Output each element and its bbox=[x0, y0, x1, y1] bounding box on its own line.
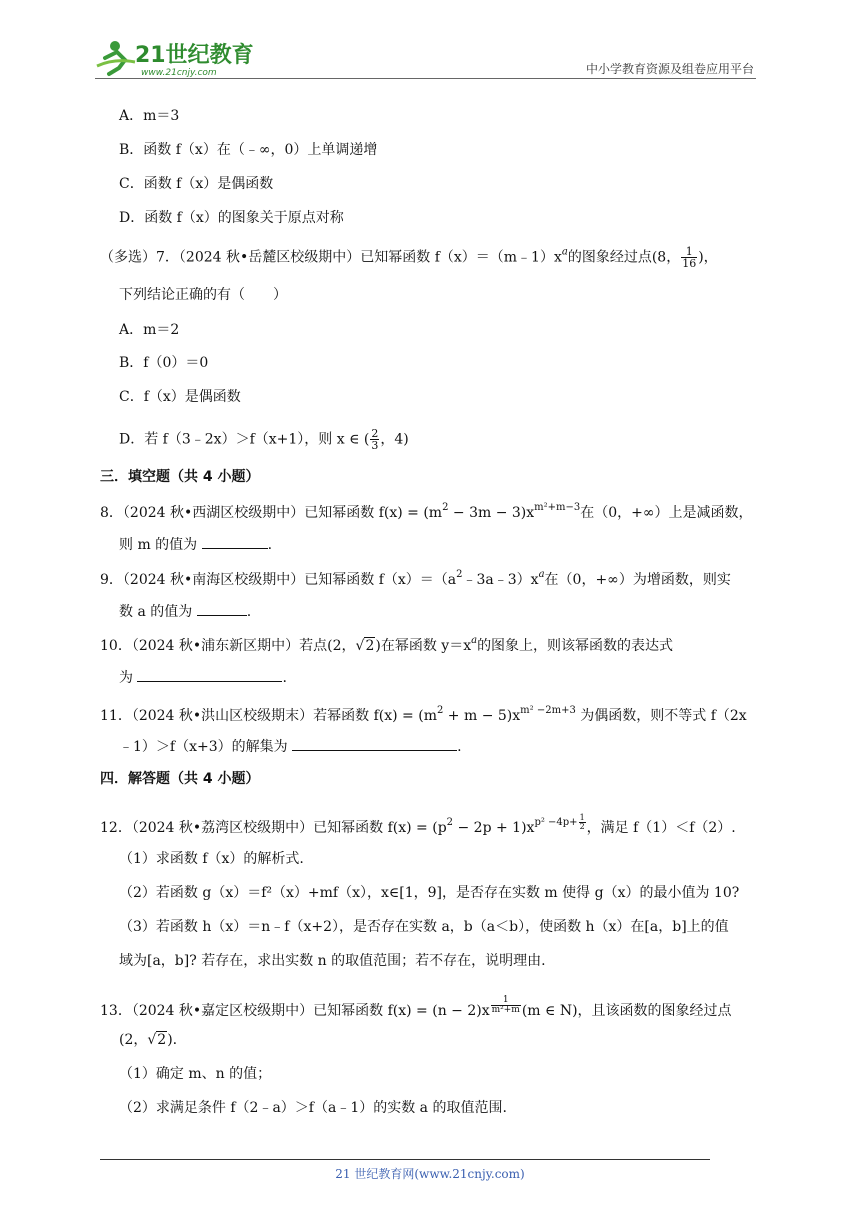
q12-stem: 12．（2024 秋•荔湾区校级期中）已知幂函数 $f(x) = (p^2 - 2p + 1)x^{p^2 -4p+ \frac{1}{2}}$ ，满足 f（1）＜f（2）. bbox=[100, 813, 736, 836]
q7-option-c: C．f（x）是偶函数 bbox=[119, 389, 241, 405]
q10-stem: 10．（2024 秋•浦东新区期中）若点(2，√2)在幂函数 $y=x^a$的图象上，则该幂函数的表达式 bbox=[100, 635, 674, 654]
q7-stem: （多选）7．（2024 秋•岳麓区校级期中）已知幂函数 $f(x)=(m﹣1)x^a$的图象经过点(8， $\frac{1}{16}$ )， bbox=[100, 245, 718, 270]
logo-main-text: 21世纪教育 bbox=[135, 43, 254, 68]
q12-part-3-line2: 域为[a，b]? 若存在，求出实数 n 的取值范围；若不存在，说明理由. bbox=[119, 953, 546, 969]
q11-stem-line2: ﹣1）＞f（x+3）的解集为 . bbox=[119, 736, 462, 757]
site-logo[interactable] bbox=[95, 38, 265, 78]
q8-stem-line2: 则 m 的值为 . bbox=[119, 534, 272, 555]
footer-divider bbox=[100, 1159, 710, 1160]
header-platform-title: 中小学教育资源及组卷应用平台 bbox=[585, 62, 754, 76]
section-4-heading: 四．解答题（共 4 小题） bbox=[100, 771, 260, 787]
footer-site-link[interactable]: 21 世纪教育网(www.21cnjy.com) bbox=[335, 1167, 525, 1181]
q6-option-c: C．函数 f（x）是偶函数 bbox=[119, 176, 274, 192]
q7-exponent: a bbox=[561, 246, 568, 258]
sqrt-symbol: √2 bbox=[355, 638, 375, 654]
q7-prefix: （多选）7．（2024 秋•岳麓区校级期中）已知幂函数 f（x）＝（m﹣1）x bbox=[100, 249, 562, 266]
q9-answer-blank[interactable] bbox=[197, 601, 247, 616]
q7-mid: 的图象经过点(8， bbox=[567, 249, 681, 266]
header-divider bbox=[95, 78, 756, 79]
q7-d-fraction: $\frac{2}{3}$ bbox=[371, 427, 379, 452]
q11-stem: 11．（2024 秋•洪山区校级期末）若幂函数 $f(x) = (m^2 + m - 5)x^{m^2 -2m+3}$ 为偶函数，则不等式 f（2x bbox=[100, 705, 747, 724]
logo-url-text: www.21cnjy.com bbox=[141, 68, 217, 78]
q9-stem-line2: 数 a 的值为 . bbox=[119, 601, 251, 622]
q10-answer-blank[interactable] bbox=[137, 667, 282, 682]
q10-stem-line2: 为 . bbox=[119, 667, 287, 688]
runner-logo-icon bbox=[95, 38, 265, 78]
q7-option-a: A．m＝2 bbox=[119, 322, 180, 338]
q7-option-b: B．f（0）＝0 bbox=[119, 355, 209, 371]
q13-part-1: （1）确定 m、n 的值； bbox=[119, 1066, 272, 1082]
section-3-heading: 三．填空题（共 4 小题） bbox=[100, 469, 260, 485]
q6-option-d: D．函数 f（x）的图象关于原点对称 bbox=[119, 210, 344, 226]
q6-option-a: A．m＝3 bbox=[119, 108, 180, 124]
q13-stem-line2: (2，√2). bbox=[119, 1032, 178, 1048]
q7-stem-line2: 下列结论正确的有（ ） bbox=[119, 287, 287, 303]
q11-answer-blank[interactable] bbox=[292, 736, 457, 751]
q13-stem: 13．（2024 秋•嘉定区校级期中）已知幂函数 f(x) = (n − 2)x $^{\frac{1}{\text{m²+m}}}$ (m ∈ N)，且该函数的图象经过点 bbox=[100, 995, 732, 1019]
q7-fraction: $\frac{1}{16}$ bbox=[682, 245, 697, 270]
q12-part-1: （1）求函数 f（x）的解析式. bbox=[119, 851, 304, 867]
q12-part-2: （2）若函数 g（x）＝f²（x）+mf（x），x∈[1，9]，是否存在实数 m 使得 g（x）的最小值为 10? bbox=[119, 885, 740, 901]
q8-answer-blank[interactable] bbox=[202, 534, 268, 549]
q8-stem: 8．（2024 秋•西湖区校级期中）已知幂函数 $f(x) = (m^2 - 3m - 3)x^{m^2+m-3}$在（0，+∞）上是减函数， bbox=[100, 502, 753, 521]
q13-part-2: （2）求满足条件 f（2﹣a）＞f（a﹣1）的实数 a 的取值范围. bbox=[119, 1100, 507, 1116]
q6-option-b: B．函数 f（x）在（﹣∞，0）上单调递增 bbox=[119, 142, 378, 158]
q7-option-d: D．若 f（3﹣2x）＞f（x+1），则 x ∈ ( $\frac{2}{3}$ ，4) bbox=[119, 427, 409, 452]
q12-part-3-line1: （3）若函数 h（x）＝n﹣f（x+2），是否存在实数 a，b（a＜b），使函数 h（x）在[a，b]上的值 bbox=[119, 919, 729, 935]
q9-stem: 9．（2024 秋•南海区校级期中）已知幂函数 $f(x)=(a^2﹣3a﹣3)x^a$在（0，+∞）为增函数，则实 bbox=[100, 569, 731, 588]
